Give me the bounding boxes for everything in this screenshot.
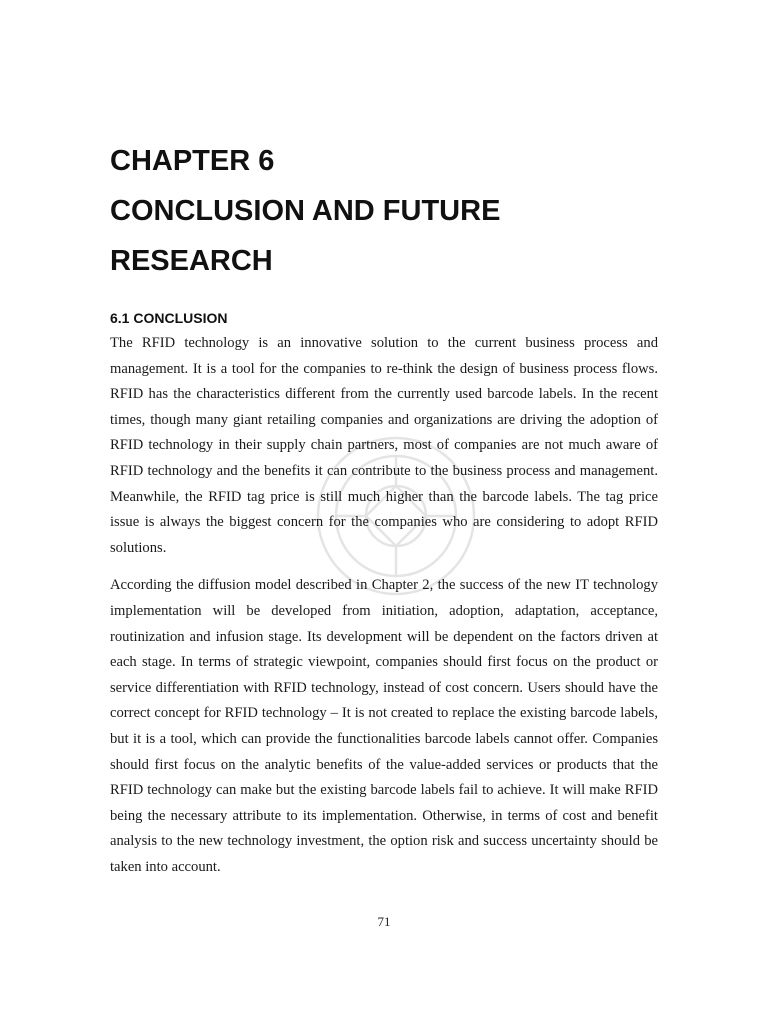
paragraph-1: The RFID technology is an innovative solution to the current business process and management. It is a tool for the companies to re-think the design of business process flows. RFID has the characteristics different from the currently used barcode labels. In the recent times, though many giant retailing companies and organizations are driving the adoption of RFID technology in their supply chain partners, most of companies are not much aware of RFID technology and the benefits it can contribute to the business process and management. Meanwhile, the RFID tag price is still much higher than the barcode labels. The tag price issue is always the biggest concern for the companies who are considering to adopt RFID solutions. [110,335,658,556]
page-number: 71 [377,914,391,929]
section-heading: 6.1 CONCLUSION [110,310,228,326]
paragraph-2: According the diffusion model described in Chapter 2, the success of the new IT technology implementation will be developed from initiation, adoption, adaptation, acceptance, routinization and infusion stage. Its development will be dependent on the factors driven at each stage. In terms of strategic viewpoint, companies should first focus on the product or service differentiation with RFID technology, instead of cost concern. Users should have the correct concept for RFID technology – It is not created to replace the existing barcode labels, but it is a tool, which can provide the functionalities barcode labels cannot offer. Companies should first focus on the analytic benefits of the value-added services or products that the RFID technology can make but the existing barcode labels fail to achieve. It will make RFID being the necessary attribute to its implementation. Otherwise, in terms of cost and benefit analysis to the new technology investment, the option risk and success uncertainty should be taken into account. [110,577,658,875]
document-body [110,136,658,880]
chapter-title-line-2: RESEARCH [110,245,273,277]
chapter-label: CHAPTER 6 [110,145,275,177]
chapter-title-line-1: CONCLUSION AND FUTURE [110,195,501,227]
